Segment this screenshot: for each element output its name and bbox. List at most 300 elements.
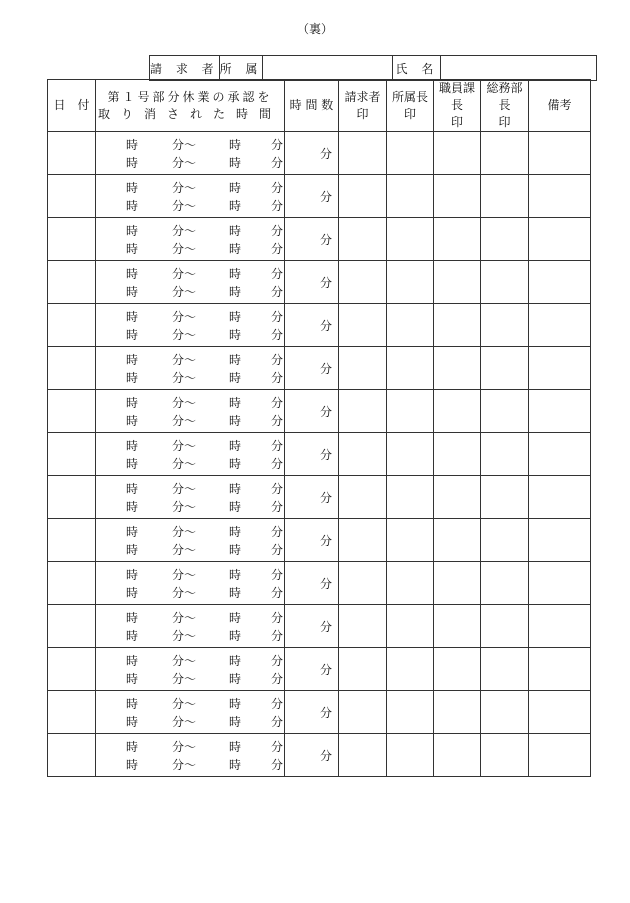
time-unit-minute-from: 分～ — [172, 611, 197, 625]
time-unit-hour: 時 — [126, 224, 139, 238]
requester-seal-cell[interactable] — [339, 519, 387, 562]
time-unit-hour: 時 — [126, 181, 139, 195]
time-unit-minute-from: 分～ — [172, 457, 197, 471]
time-range-cell[interactable] — [96, 648, 285, 691]
record-row — [48, 648, 591, 691]
requester-seal-cell[interactable] — [339, 562, 387, 605]
general-affairs-head-seal-header-line1: 総務部長 — [486, 81, 523, 112]
record-row — [48, 304, 591, 347]
time-unit-hour: 時 — [229, 310, 242, 324]
time-from-line — [96, 308, 284, 325]
time-unit-minute: 分 — [271, 586, 284, 600]
remarks-cell[interactable] — [529, 734, 591, 777]
time-unit-hour: 時 — [229, 439, 242, 453]
time-unit-minute: 分 — [271, 328, 284, 342]
duration-unit: 分 — [319, 361, 332, 376]
general-affairs-head-seal-cell[interactable] — [481, 648, 529, 691]
time-unit-minute: 分 — [271, 353, 284, 367]
time-unit-hour: 時 — [126, 654, 139, 668]
staff-section-head-seal-cell[interactable] — [434, 218, 481, 261]
remarks-cell[interactable] — [529, 605, 591, 648]
time-unit-hour: 時 — [126, 758, 139, 772]
time-unit-hour: 時 — [229, 543, 242, 557]
remarks-cell[interactable] — [529, 132, 591, 175]
general-affairs-head-seal-cell[interactable] — [481, 691, 529, 734]
duration-unit: 分 — [319, 189, 332, 204]
general-affairs-head-seal-column-header — [481, 80, 529, 132]
time-unit-minute: 分 — [271, 414, 284, 428]
time-unit-minute: 分 — [271, 396, 284, 410]
time-unit-hour: 時 — [229, 267, 242, 281]
time-range-cell[interactable] — [96, 519, 285, 562]
time-range-cell[interactable] — [96, 691, 285, 734]
time-unit-hour: 時 — [126, 457, 139, 471]
duration-cell[interactable] — [285, 218, 339, 261]
time-from-line — [96, 394, 284, 411]
time-unit-minute: 分 — [271, 156, 284, 170]
requester-seal-cell[interactable] — [339, 734, 387, 777]
general-affairs-head-seal-cell[interactable] — [481, 304, 529, 347]
time-to-line — [96, 627, 284, 644]
requester-seal-cell[interactable] — [339, 605, 387, 648]
date-cell[interactable] — [48, 175, 96, 218]
time-from-line — [96, 695, 284, 712]
duration-cell[interactable] — [285, 390, 339, 433]
requester-seal-cell[interactable] — [339, 218, 387, 261]
time-range-cell[interactable] — [96, 562, 285, 605]
staff-section-head-seal-cell[interactable] — [434, 304, 481, 347]
time-unit-hour: 時 — [126, 740, 139, 754]
general-affairs-head-seal-cell[interactable] — [481, 476, 529, 519]
time-unit-hour: 時 — [229, 156, 242, 170]
time-unit-hour: 時 — [126, 267, 139, 281]
time-unit-minute: 分 — [271, 740, 284, 754]
time-unit-hour: 時 — [229, 654, 242, 668]
dept-head-seal-cell[interactable] — [387, 390, 434, 433]
time-from-line — [96, 222, 284, 239]
time-unit-hour: 時 — [229, 586, 242, 600]
time-range-cell[interactable] — [96, 261, 285, 304]
time-unit-minute-from: 分～ — [172, 138, 197, 152]
time-unit-hour: 時 — [126, 242, 139, 256]
time-from-line — [96, 351, 284, 368]
time-unit-hour: 時 — [126, 525, 139, 539]
time-unit-hour: 時 — [229, 482, 242, 496]
staff-section-head-seal-cell[interactable] — [434, 605, 481, 648]
date-cell[interactable] — [48, 347, 96, 390]
date-cell[interactable] — [48, 691, 96, 734]
time-unit-minute: 分 — [271, 715, 284, 729]
time-unit-minute: 分 — [271, 181, 284, 195]
time-unit-hour: 時 — [229, 138, 242, 152]
time-unit-hour: 時 — [229, 328, 242, 342]
date-cell[interactable] — [48, 476, 96, 519]
time-unit-minute: 分 — [271, 654, 284, 668]
time-unit-hour: 時 — [126, 611, 139, 625]
record-row — [48, 605, 591, 648]
time-to-line — [96, 584, 284, 601]
requester-seal-cell[interactable] — [339, 261, 387, 304]
time-unit-hour: 時 — [229, 285, 242, 299]
staff-section-head-seal-cell[interactable] — [434, 648, 481, 691]
time-to-line — [96, 498, 284, 515]
time-unit-hour: 時 — [229, 353, 242, 367]
hours-column-header: 時 間 数 — [285, 80, 339, 132]
time-unit-hour: 時 — [126, 586, 139, 600]
time-from-line — [96, 265, 284, 282]
duration-cell[interactable] — [285, 734, 339, 777]
time-unit-hour: 時 — [126, 328, 139, 342]
dept-head-seal-cell[interactable] — [387, 433, 434, 476]
requester-seal-cell[interactable] — [339, 476, 387, 519]
remarks-cell[interactable] — [529, 519, 591, 562]
record-row — [48, 390, 591, 433]
time-range-cell[interactable] — [96, 347, 285, 390]
requester-seal-header-line1: 請求者 — [344, 89, 381, 104]
time-unit-minute-from: 分～ — [172, 156, 197, 170]
general-affairs-head-seal-cell[interactable] — [481, 519, 529, 562]
time-unit-minute-from: 分～ — [172, 654, 197, 668]
requester-seal-cell[interactable] — [339, 691, 387, 734]
record-row — [48, 734, 591, 777]
dept-head-seal-cell[interactable] — [387, 562, 434, 605]
time-unit-minute-from: 分～ — [172, 740, 197, 754]
general-affairs-head-seal-cell[interactable] — [481, 261, 529, 304]
time-unit-minute-from: 分～ — [172, 758, 197, 772]
time-range-cell[interactable] — [96, 605, 285, 648]
staff-section-head-seal-cell[interactable] — [434, 390, 481, 433]
duration-cell[interactable] — [285, 691, 339, 734]
time-unit-hour: 時 — [229, 224, 242, 238]
duration-unit: 分 — [319, 748, 332, 763]
time-range-cell[interactable] — [96, 132, 285, 175]
dept-head-seal-cell[interactable] — [387, 175, 434, 218]
time-unit-hour: 時 — [229, 672, 242, 686]
time-range-cell[interactable] — [96, 476, 285, 519]
remarks-cell[interactable] — [529, 175, 591, 218]
duration-cell[interactable] — [285, 261, 339, 304]
time-unit-hour: 時 — [126, 672, 139, 686]
staff-section-head-seal-cell[interactable] — [434, 347, 481, 390]
time-to-line — [96, 541, 284, 558]
requester-seal-cell[interactable] — [339, 304, 387, 347]
remarks-cell[interactable] — [529, 218, 591, 261]
time-unit-minute-from: 分～ — [172, 267, 197, 281]
time-unit-minute-from: 分～ — [172, 310, 197, 324]
general-affairs-head-seal-cell[interactable] — [481, 433, 529, 476]
duration-unit: 分 — [319, 533, 332, 548]
duration-cell[interactable] — [285, 304, 339, 347]
time-unit-minute-from: 分～ — [172, 353, 197, 367]
remarks-cell[interactable] — [529, 304, 591, 347]
date-cell[interactable] — [48, 304, 96, 347]
time-unit-minute: 分 — [271, 697, 284, 711]
dept-head-seal-header-line2: 印 — [403, 106, 416, 121]
time-to-line — [96, 283, 284, 300]
staff-section-head-seal-cell[interactable] — [434, 261, 481, 304]
time-range-cell[interactable] — [96, 218, 285, 261]
time-to-line — [96, 197, 284, 214]
name-field[interactable] — [441, 56, 597, 81]
time-from-line — [96, 523, 284, 540]
time-unit-minute-from: 分～ — [172, 439, 197, 453]
time-unit-minute: 分 — [271, 543, 284, 557]
requester-seal-cell[interactable] — [339, 132, 387, 175]
time-unit-hour: 時 — [126, 310, 139, 324]
time-unit-hour: 時 — [229, 396, 242, 410]
time-to-line — [96, 756, 284, 773]
time-unit-hour: 時 — [126, 629, 139, 643]
record-rows — [48, 132, 591, 777]
time-range-cell[interactable] — [96, 390, 285, 433]
duration-unit: 分 — [319, 576, 332, 591]
staff-section-head-seal-column-header — [434, 80, 481, 132]
general-affairs-head-seal-cell[interactable] — [481, 347, 529, 390]
date-cell[interactable] — [48, 218, 96, 261]
duration-unit: 分 — [319, 447, 332, 462]
date-cell[interactable] — [48, 390, 96, 433]
time-unit-minute-from: 分～ — [172, 525, 197, 539]
time-unit-minute-from: 分～ — [172, 672, 197, 686]
time-unit-hour: 時 — [126, 543, 139, 557]
time-from-line — [96, 179, 284, 196]
time-unit-hour: 時 — [229, 740, 242, 754]
time-unit-hour: 時 — [126, 353, 139, 367]
remarks-cell[interactable] — [529, 347, 591, 390]
time-to-line — [96, 369, 284, 386]
time-from-line — [96, 738, 284, 755]
staff-section-head-seal-cell[interactable] — [434, 691, 481, 734]
time-unit-hour: 時 — [229, 568, 242, 582]
record-row — [48, 132, 591, 175]
time-range-cell[interactable] — [96, 734, 285, 777]
general-affairs-head-seal-cell[interactable] — [481, 734, 529, 777]
time-from-line — [96, 136, 284, 153]
name-label: 氏 名 — [393, 56, 441, 81]
cancelled-time-header-line2: 取り消された時間 — [97, 106, 282, 121]
duration-unit: 分 — [319, 275, 332, 290]
record-row — [48, 562, 591, 605]
time-unit-minute: 分 — [271, 242, 284, 256]
dept-head-seal-cell[interactable] — [387, 605, 434, 648]
staff-section-head-seal-cell[interactable] — [434, 132, 481, 175]
general-affairs-head-seal-cell[interactable] — [481, 132, 529, 175]
time-unit-hour: 時 — [229, 181, 242, 195]
time-unit-minute-from: 分～ — [172, 181, 197, 195]
time-range-cell[interactable] — [96, 175, 285, 218]
remarks-cell[interactable] — [529, 648, 591, 691]
requester-seal-cell[interactable] — [339, 175, 387, 218]
remarks-cell[interactable] — [529, 390, 591, 433]
remarks-column-header: 備考 — [529, 80, 591, 132]
requester-seal-cell[interactable] — [339, 390, 387, 433]
time-unit-hour: 時 — [229, 611, 242, 625]
duration-unit: 分 — [319, 404, 332, 419]
requester-seal-cell[interactable] — [339, 648, 387, 691]
time-unit-minute: 分 — [271, 371, 284, 385]
duration-cell[interactable] — [285, 648, 339, 691]
time-unit-minute-from: 分～ — [172, 328, 197, 342]
remarks-cell[interactable] — [529, 691, 591, 734]
dept-head-seal-cell[interactable] — [387, 347, 434, 390]
requester-seal-cell[interactable] — [339, 347, 387, 390]
general-affairs-head-seal-cell[interactable] — [481, 218, 529, 261]
staff-section-head-seal-cell[interactable] — [434, 519, 481, 562]
date-cell[interactable] — [48, 562, 96, 605]
time-unit-minute: 分 — [271, 758, 284, 772]
staff-section-head-seal-cell[interactable] — [434, 562, 481, 605]
time-range-cell[interactable] — [96, 433, 285, 476]
dept-head-seal-cell[interactable] — [387, 519, 434, 562]
staff-section-head-seal-cell[interactable] — [434, 734, 481, 777]
dept-head-seal-cell[interactable] — [387, 691, 434, 734]
date-cell[interactable] — [48, 734, 96, 777]
general-affairs-head-seal-cell[interactable] — [481, 605, 529, 648]
record-row — [48, 691, 591, 734]
remarks-cell[interactable] — [529, 476, 591, 519]
time-to-line — [96, 713, 284, 730]
time-unit-minute: 分 — [271, 285, 284, 299]
time-unit-hour: 時 — [229, 371, 242, 385]
time-to-line — [96, 326, 284, 343]
time-unit-minute-from: 分～ — [172, 242, 197, 256]
time-unit-minute-from: 分～ — [172, 371, 197, 385]
time-range-cell[interactable] — [96, 304, 285, 347]
time-unit-minute: 分 — [271, 611, 284, 625]
time-unit-minute-from: 分～ — [172, 568, 197, 582]
time-unit-minute-from: 分～ — [172, 715, 197, 729]
dept-head-seal-cell[interactable] — [387, 304, 434, 347]
duration-cell[interactable] — [285, 562, 339, 605]
general-affairs-head-seal-header-line2: 印 — [498, 115, 511, 129]
time-unit-minute: 分 — [271, 310, 284, 324]
time-unit-minute: 分 — [271, 138, 284, 152]
time-unit-hour: 時 — [126, 199, 139, 213]
time-unit-minute: 分 — [271, 224, 284, 238]
date-cell[interactable] — [48, 648, 96, 691]
duration-cell[interactable] — [285, 347, 339, 390]
general-affairs-head-seal-cell[interactable] — [481, 390, 529, 433]
remarks-cell[interactable] — [529, 562, 591, 605]
duration-cell[interactable] — [285, 132, 339, 175]
time-unit-hour: 時 — [229, 414, 242, 428]
page-side-label: （裏） — [296, 22, 333, 36]
time-from-line — [96, 437, 284, 454]
date-cell[interactable] — [48, 433, 96, 476]
time-unit-minute-from: 分～ — [172, 697, 197, 711]
dept-head-seal-cell[interactable] — [387, 476, 434, 519]
date-cell[interactable] — [48, 261, 96, 304]
cancelled-time-column-header — [96, 80, 285, 132]
affiliation-label: 所 属 — [219, 56, 263, 81]
affiliation-field[interactable] — [263, 56, 393, 81]
time-unit-hour: 時 — [229, 457, 242, 471]
requester-seal-cell[interactable] — [339, 433, 387, 476]
record-row — [48, 175, 591, 218]
time-unit-hour: 時 — [126, 414, 139, 428]
duration-unit: 分 — [319, 619, 332, 634]
dept-head-seal-cell[interactable] — [387, 261, 434, 304]
requester-affiliation-label: 請 求 者 — [150, 56, 220, 81]
time-to-line — [96, 670, 284, 687]
staff-section-head-seal-cell[interactable] — [434, 476, 481, 519]
time-unit-minute-from: 分～ — [172, 414, 197, 428]
time-unit-hour: 時 — [126, 697, 139, 711]
duration-unit: 分 — [319, 490, 332, 505]
record-row — [48, 433, 591, 476]
time-unit-minute-from: 分～ — [172, 586, 197, 600]
dept-head-seal-column-header — [387, 80, 434, 132]
time-unit-hour: 時 — [126, 568, 139, 582]
requester-seal-column-header — [339, 80, 387, 132]
cancelled-time-header-line1: 第１号部分休業の承認を — [107, 89, 273, 104]
duration-cell[interactable] — [285, 519, 339, 562]
time-from-line — [96, 609, 284, 626]
date-column-header: 日 付 — [48, 80, 96, 132]
time-unit-hour: 時 — [126, 715, 139, 729]
duration-cell[interactable] — [285, 433, 339, 476]
time-unit-minute: 分 — [271, 568, 284, 582]
time-unit-hour: 時 — [229, 758, 242, 772]
dept-head-seal-cell[interactable] — [387, 132, 434, 175]
remarks-cell[interactable] — [529, 433, 591, 476]
time-unit-minute: 分 — [271, 525, 284, 539]
date-cell[interactable] — [48, 132, 96, 175]
time-unit-minute: 分 — [271, 672, 284, 686]
time-unit-minute-from: 分～ — [172, 629, 197, 643]
general-affairs-head-seal-cell[interactable] — [481, 175, 529, 218]
time-unit-minute: 分 — [271, 267, 284, 281]
time-unit-minute: 分 — [271, 500, 284, 514]
time-unit-hour: 時 — [229, 199, 242, 213]
date-cell[interactable] — [48, 519, 96, 562]
duration-cell[interactable] — [285, 175, 339, 218]
time-to-line — [96, 455, 284, 472]
time-unit-minute: 分 — [271, 199, 284, 213]
duration-cell[interactable] — [285, 476, 339, 519]
duration-cell[interactable] — [285, 605, 339, 648]
dept-head-seal-cell[interactable] — [387, 218, 434, 261]
time-from-line — [96, 480, 284, 497]
time-unit-minute-from: 分～ — [172, 500, 197, 514]
time-unit-hour: 時 — [229, 242, 242, 256]
time-unit-minute-from: 分～ — [172, 543, 197, 557]
cancellation-record-table — [47, 79, 591, 777]
time-from-line — [96, 566, 284, 583]
time-unit-hour: 時 — [229, 500, 242, 514]
duration-unit: 分 — [319, 705, 332, 720]
remarks-cell[interactable] — [529, 261, 591, 304]
time-unit-minute-from: 分～ — [172, 199, 197, 213]
dept-head-seal-cell[interactable] — [387, 648, 434, 691]
time-unit-hour: 時 — [126, 138, 139, 152]
staff-section-head-seal-cell[interactable] — [434, 433, 481, 476]
record-row — [48, 218, 591, 261]
dept-head-seal-cell[interactable] — [387, 734, 434, 777]
duration-unit: 分 — [319, 318, 332, 333]
date-cell[interactable] — [48, 605, 96, 648]
time-unit-hour: 時 — [126, 482, 139, 496]
general-affairs-head-seal-cell[interactable] — [481, 562, 529, 605]
staff-section-head-seal-cell[interactable] — [434, 175, 481, 218]
requester-seal-header-line2: 印 — [356, 106, 369, 121]
record-row — [48, 347, 591, 390]
time-unit-minute: 分 — [271, 439, 284, 453]
time-to-line — [96, 412, 284, 429]
duration-unit: 分 — [319, 232, 332, 247]
time-unit-hour: 時 — [126, 285, 139, 299]
time-from-line — [96, 652, 284, 669]
